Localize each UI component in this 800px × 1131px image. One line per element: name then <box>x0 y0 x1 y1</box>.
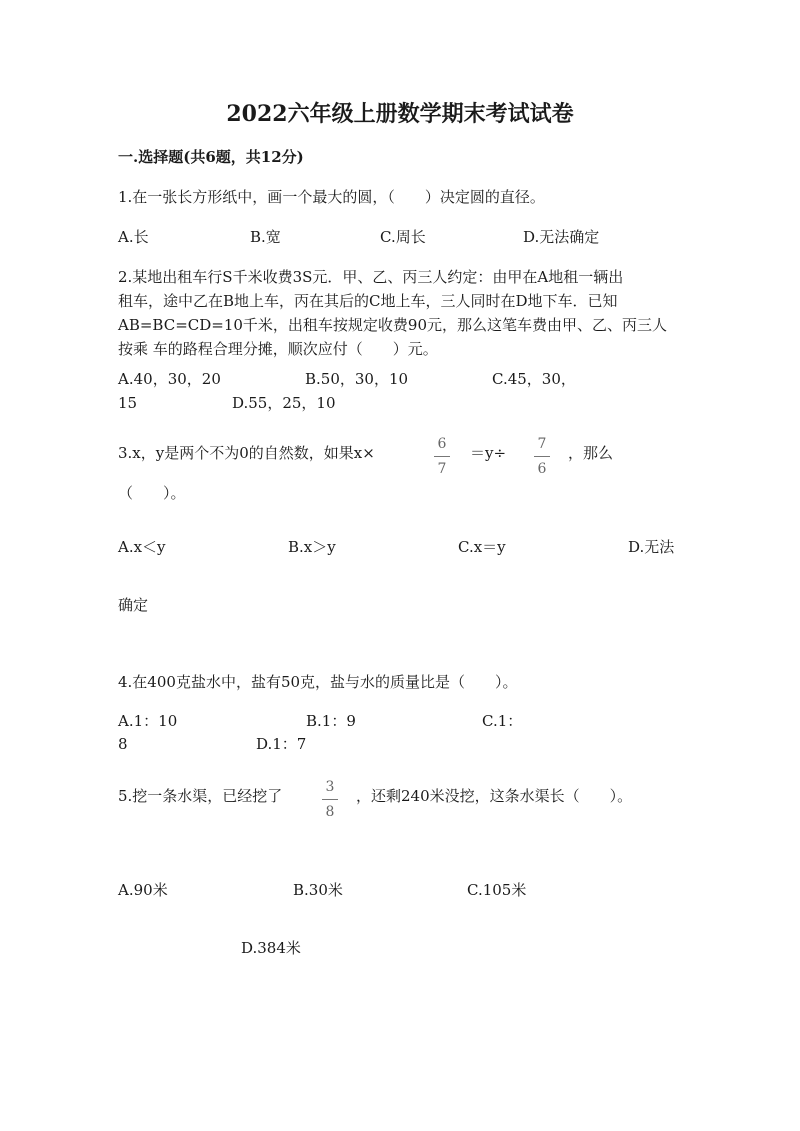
question-2-option-a[interactable]: A.40，30，20 <box>118 370 221 388</box>
question-2-stem-line: AB=BC=CD=10千米，出租车按规定收费90元，那么这笔车费由甲、乙、丙三人 <box>118 316 668 334</box>
question-2-option-d[interactable]: D.55，25，10 <box>232 394 336 412</box>
question-3-answer-blank: （ ）。 <box>118 484 186 502</box>
question-5-option-d[interactable]: D.384米 <box>241 939 301 957</box>
fraction-seven-sixths <box>530 437 554 476</box>
question-4-option-b[interactable]: B.1：9 <box>306 712 356 730</box>
section-heading: 一.选择题(共6题，共12分) <box>118 148 304 166</box>
question-3-stem-part: ，那么 <box>568 444 614 462</box>
question-1-option-c[interactable]: C.周长 <box>380 228 426 246</box>
question-4-option-c[interactable]: C.1： <box>482 712 523 730</box>
fraction-bar <box>434 456 450 457</box>
question-5-option-a[interactable]: A.90米 <box>118 881 168 899</box>
question-3-option-d[interactable]: D.无法 <box>628 538 675 556</box>
question-5-option-b[interactable]: B.30米 <box>293 881 343 899</box>
fraction-denominator: 6 <box>537 461 547 477</box>
question-2-option-c-continued: 15 <box>118 394 138 412</box>
question-3-option-c[interactable]: C.x＝y <box>458 538 506 556</box>
question-3-stem-part: ＝y÷ <box>470 444 507 462</box>
question-3-option-d-continued: 确定 <box>118 596 149 614</box>
fraction-numerator: 7 <box>537 436 547 452</box>
fraction-numerator: 3 <box>325 779 335 795</box>
fraction-denominator: 8 <box>325 804 335 820</box>
question-4-option-a[interactable]: A.1：10 <box>118 712 178 730</box>
fraction-six-sevenths <box>430 437 454 476</box>
question-2-option-c[interactable]: C.45，30， <box>492 370 576 388</box>
question-1-option-d[interactable]: D.无法确定 <box>523 228 600 246</box>
question-5-stem-part: 5.挖一条水渠，已经挖了 <box>118 787 283 805</box>
question-2-stem-line: 按乘 车的路程合理分摊，顺次应付（ ）元。 <box>118 340 438 358</box>
question-3-option-a[interactable]: A.x＜y <box>118 538 166 556</box>
question-5-stem-part: ，还剩240米没挖，这条水渠长（ ）。 <box>356 787 633 805</box>
page-title: 2022六年级上册数学期末考试试卷 <box>226 101 574 127</box>
question-3-option-b[interactable]: B.x＞y <box>288 538 336 556</box>
question-4-option-c-continued: 8 <box>118 735 128 753</box>
fraction-bar <box>534 456 550 457</box>
question-1-option-a[interactable]: A.长 <box>118 228 149 246</box>
question-2-stem-line: 租车，途中乙在B地上车，丙在其后的C地上车，三人同时在D地下车．已知 <box>118 292 618 310</box>
fraction-bar <box>322 799 338 800</box>
question-4-stem: 4.在400克盐水中，盐有50克，盐与水的质量比是（ ）。 <box>118 673 518 691</box>
question-1-stem: 1.在一张长方形纸中，画一个最大的圆，（ ）决定圆的直径。 <box>118 188 545 206</box>
fraction-numerator: 6 <box>437 436 447 452</box>
question-2-stem-line: 2.某地出租车行S千米收费3S元．甲、乙、丙三人约定：由甲在A地租一辆出 <box>118 268 624 286</box>
question-2-option-b[interactable]: B.50，30，10 <box>305 370 409 388</box>
question-4-option-d[interactable]: D.1：7 <box>256 735 307 753</box>
question-1-option-b[interactable]: B.宽 <box>250 228 281 246</box>
fraction-denominator: 7 <box>437 461 447 477</box>
question-5-option-c[interactable]: C.105米 <box>467 881 527 899</box>
fraction-three-eighths <box>318 780 342 819</box>
question-3-stem-part: 3.x，y是两个不为0的自然数，如果x× <box>118 444 375 462</box>
